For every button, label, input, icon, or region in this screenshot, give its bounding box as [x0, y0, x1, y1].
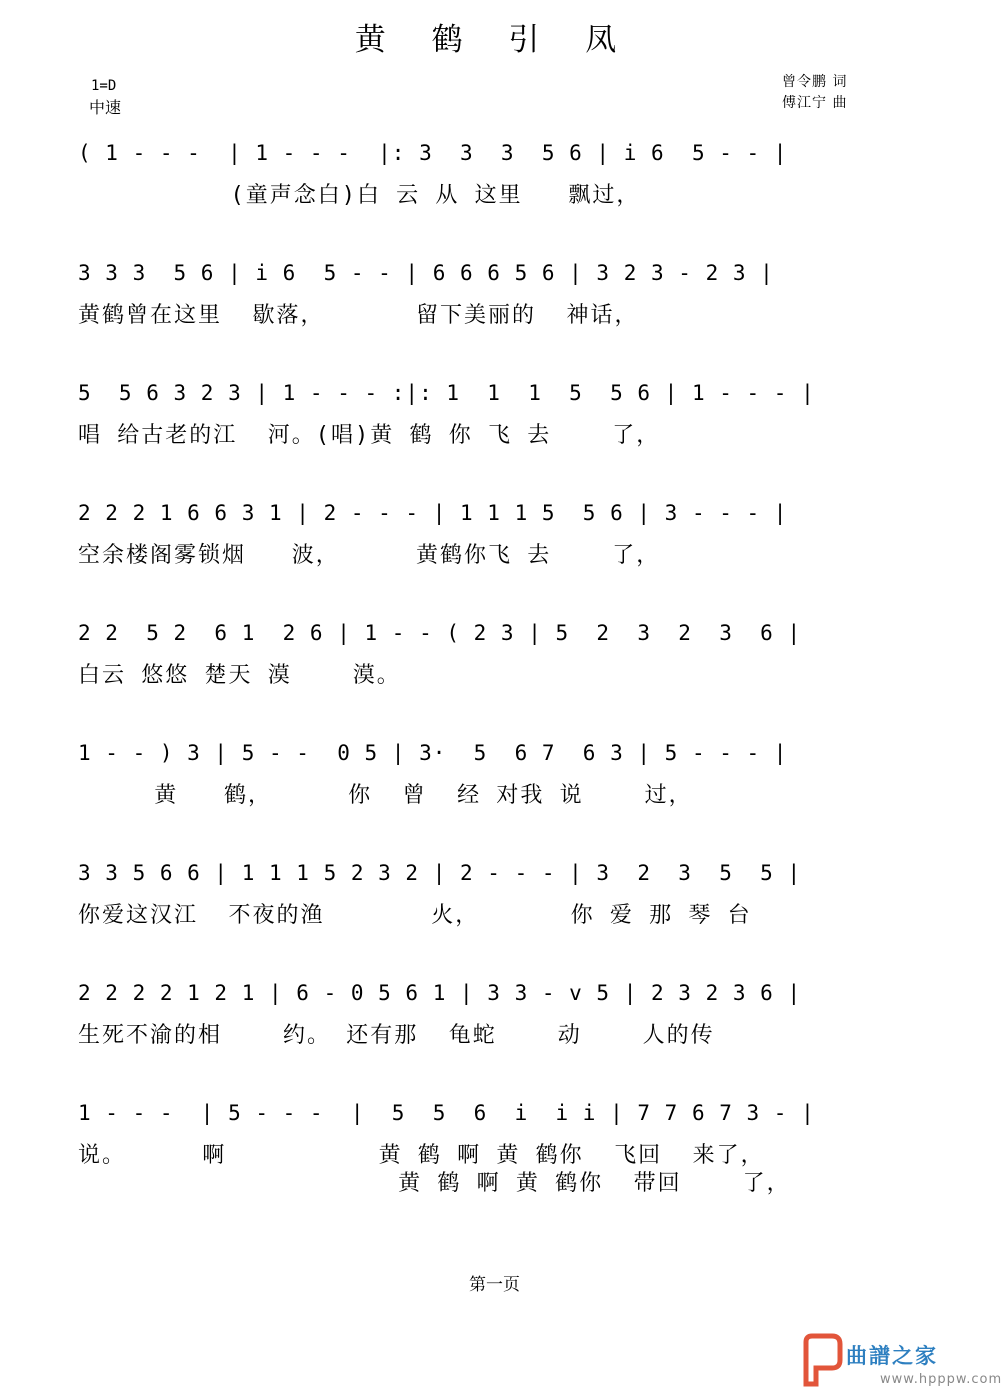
- logo-text: 曲譜之家: [846, 1344, 938, 1368]
- lyric-line: 你爱这汉江 不夜的渔 火， 你 爱 那 琴 台: [78, 903, 752, 928]
- stave-9: [0, 1096, 989, 1206]
- lyric-line: 生死不渝的相 约。 还有那 龟蛇 动 人的传: [78, 1023, 715, 1048]
- stave-1: [0, 136, 989, 226]
- lyric-line: 黄 鹤， 你 曾 经 对我 说 过，: [78, 783, 693, 808]
- notation-line: 2 2 2 1 6 6 3 1 | 2 - - - | 1 1 1 5 5 6 | 3 - - - |: [78, 501, 788, 525]
- logo-url: www.hpppw.com: [880, 1372, 1002, 1387]
- stave-7: [0, 856, 989, 946]
- logo-icon: [800, 1332, 846, 1392]
- composer-credit: 傅江宁 曲: [782, 95, 848, 111]
- notation-line: 1 - - ) 3 | 5 - - 0 5 | 3· 5 6 7 6 3 | 5 - - - |: [78, 741, 788, 765]
- credits: [782, 72, 847, 114]
- stave-3: [0, 376, 989, 466]
- lyric-line: (童声念白)白 云 从 这里 飘过，: [78, 183, 641, 208]
- notation-line: 3 3 3 5 6 | i 6 5 - - | 6 6 6 5 6 | 3 2 3 - 2 3 |: [78, 261, 774, 285]
- stave-4: [0, 496, 989, 586]
- tempo-marking: 中速: [89, 98, 122, 117]
- site-logo: [800, 1330, 1002, 1396]
- notation-line: 3 3 5 6 6 | 1 1 1 5 2 3 2 | 2 - - - | 3 2 3 5 5 |: [78, 861, 802, 885]
- stave-6: [0, 736, 989, 826]
- lyric-line: 空余楼阁雾锁烟 波， 黄鹤你飞 去 了，: [78, 543, 661, 568]
- page-number: 第一页: [469, 1275, 520, 1295]
- stave-5: [0, 616, 989, 706]
- lyric-line: 唱 给古老的江 河。(唱)黄 鹤 你 飞 去 了，: [78, 423, 661, 448]
- stave-8: [0, 976, 989, 1066]
- lyric-line-second-verse: 黄 鹤 啊 黄 鹤你 带回 了，: [78, 1171, 791, 1196]
- song-title: 黄 鹤 引 凤: [354, 22, 635, 58]
- key-signature: 1=D: [91, 78, 117, 94]
- lyric-line: 黄鹤曾在这里 歇落， 留下美丽的 神话，: [78, 303, 639, 328]
- lyric-line: 说。 啊 黄 鹤 啊 黄 鹤你 飞回 来了，: [78, 1143, 765, 1168]
- notation-line: 2 2 5 2 6 1 2 6 | 1 - - ( 2 3 | 5 2 3 2 3 6 |: [78, 621, 802, 645]
- lyric-line: 白云 悠悠 楚天 漠 漠。: [78, 663, 401, 688]
- stave-2: [0, 256, 989, 346]
- notation-line: 2 2 2 2 1 2 1 | 6 - 0 5 6 1 | 3 3 - v 5 | 2 3 2 3 6 |: [78, 981, 802, 1005]
- lyricist-credit: 曾令鹏 词: [782, 74, 848, 90]
- notation-line: 5 5 6 3 2 3 | 1 - - - :|: 1 1 1 5 5 6 | 1 - - - |: [78, 381, 815, 405]
- notation-line: ( 1 - - - | 1 - - - |: 3 3 3 5 6 | i 6 5 - - |: [78, 141, 788, 165]
- notation-line: 1 - - - | 5 - - - | 5 5 6 i i i | 7 7 6 7 3 - |: [78, 1101, 815, 1125]
